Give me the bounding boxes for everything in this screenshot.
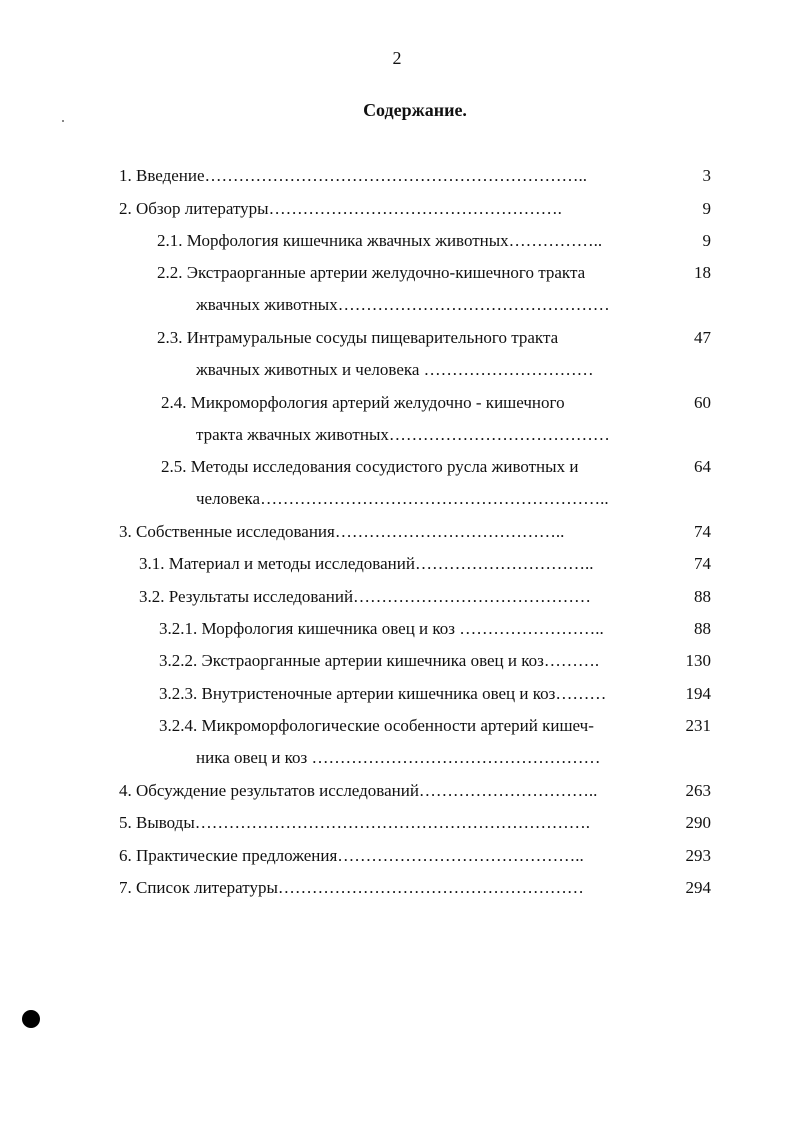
toc-page-number: 130 xyxy=(685,651,711,670)
toc-page-number: 194 xyxy=(685,684,711,703)
toc-entry-3-2[interactable]: 3.2. Результаты исследований…………………………………… xyxy=(139,587,592,606)
toc-entry-own-research[interactable]: 3. Собственные исследования………………………………….. xyxy=(119,522,565,541)
toc-entry-2-5[interactable]: 2.5. Методы исследования сосудистого русла животных и xyxy=(161,457,579,476)
toc-entry-2-3[interactable]: 2.3. Интрамуральные сосуды пищеварительного тракта xyxy=(157,328,559,347)
toc-entry-2-2-continued[interactable]: жвачных животных………………………………………… xyxy=(196,295,610,314)
toc-entry-3-2-2[interactable]: 3.2.2. Экстраорганные артерии кишечника овец и коз………. xyxy=(159,651,600,670)
toc-entry-2-2[interactable]: 2.2. Экстраорганные артерии желудочно-кишечного тракта xyxy=(157,263,586,282)
page-number: 2 xyxy=(392,48,402,68)
toc-page-number: 263 xyxy=(685,781,711,800)
toc-entry-3-2-4-continued[interactable]: ника овец и коз …………………………………………… xyxy=(196,748,601,767)
toc-entry-3-1[interactable]: 3.1. Материал и методы исследований………………………….. xyxy=(139,554,594,573)
toc-page-number: 60 xyxy=(694,393,711,412)
toc-entry-discussion[interactable]: 4. Обсуждение результатов исследований………………………….. xyxy=(119,781,598,800)
toc-page-number: 3 xyxy=(702,166,711,185)
toc-page-number: 294 xyxy=(685,878,711,897)
toc-page-number: 9 xyxy=(702,231,711,250)
toc-entry-2-4[interactable]: 2.4. Микроморфология артерий желудочно - кишечного xyxy=(161,393,565,412)
toc-entry-2-4-continued[interactable]: тракта жвачных животных………………………………… xyxy=(196,425,610,444)
toc-page-number: 290 xyxy=(685,813,711,832)
toc-entry-3-2-1[interactable]: 3.2.1. Морфология кишечника овец и коз …………………….. xyxy=(159,619,604,638)
toc-entry-2-5-continued[interactable]: человека…………………………………………………….. xyxy=(196,489,609,508)
toc-page-number: 18 xyxy=(694,263,711,282)
toc-entry-introduction[interactable]: 1. Введение………………………………………………………….. xyxy=(119,166,588,185)
scan-speck xyxy=(62,120,64,122)
toc-page-number: 47 xyxy=(694,328,711,347)
toc-entry-3-2-4[interactable]: 3.2.4. Микроморфологические особенности артерий кишеч- xyxy=(159,716,594,735)
toc-entry-references[interactable]: 7. Список литературы……………………………………………… xyxy=(119,878,584,897)
toc-page-number: 88 xyxy=(694,619,711,638)
scan-hole-mark xyxy=(22,1010,40,1028)
toc-entry-2-1[interactable]: 2.1. Морфология кишечника жвачных животных…………….. xyxy=(157,231,603,250)
toc-page-number: 231 xyxy=(685,716,711,735)
toc-entry-practical-proposals[interactable]: 6. Практические предложения…………………………………….. xyxy=(119,846,584,865)
toc-page-number: 74 xyxy=(694,554,711,573)
toc-entry-2-3-continued[interactable]: жвачных животных и человека ………………………… xyxy=(196,360,594,379)
toc-entry-conclusions[interactable]: 5. Выводы……………………………………………………………. xyxy=(119,813,591,832)
toc-entry-3-2-3[interactable]: 3.2.3. Внутристеночные артерии кишечника овец и коз……… xyxy=(159,684,607,703)
toc-title: Содержание. xyxy=(363,100,467,120)
toc-page-number: 9 xyxy=(702,199,711,218)
toc-page-number: 88 xyxy=(694,587,711,606)
toc-page-number: 64 xyxy=(694,457,711,476)
toc-page-number: 74 xyxy=(694,522,711,541)
toc-page-number: 293 xyxy=(685,846,711,865)
toc-entry-literature-review[interactable]: 2. Обзор литературы……………………………………………. xyxy=(119,199,562,218)
